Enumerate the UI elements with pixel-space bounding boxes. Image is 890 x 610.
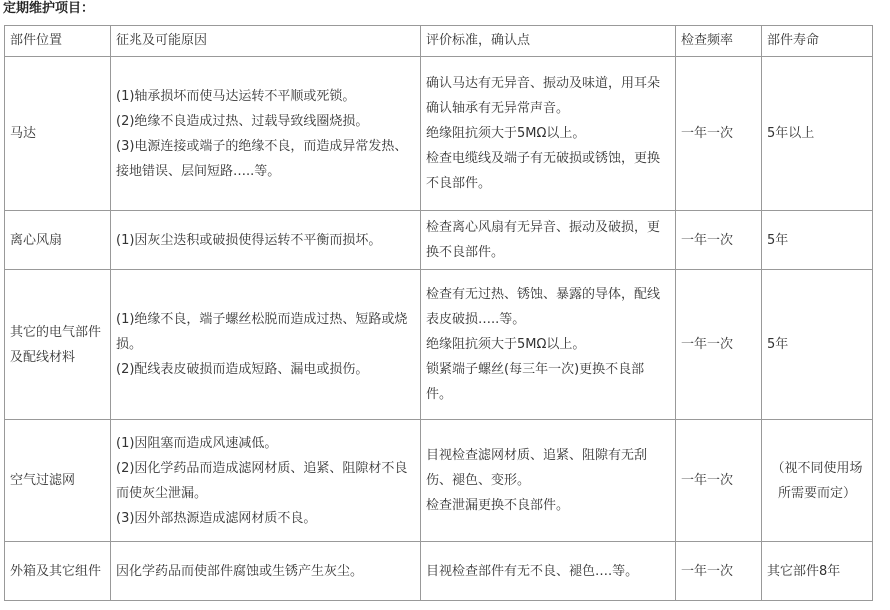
cell-text: 目视检查滤网材质、追紧、阻隙有无刮伤、褪色、变形。	[426, 448, 648, 488]
cell-text: (1)绝缘不良，端子螺丝松脱而造成过热、短路或烧损。	[116, 312, 408, 352]
cell-text: （视不同使用场所需要而定）	[771, 460, 863, 501]
table-row	[5, 270, 873, 420]
cell-text: (1)因灰尘迭积或破损使得运转不平衡而损坏。	[116, 232, 382, 248]
header-criteria: 评价标准，确认点	[421, 26, 676, 57]
cell-text: 确认马达有无异音、振动及味道，用耳朵确认轴承有无异常声音。	[426, 76, 661, 116]
header-frequency: 检查频率	[676, 26, 762, 57]
cell-part	[5, 211, 111, 270]
cell-criteria	[421, 542, 676, 601]
cell-text: 5年	[767, 232, 789, 248]
cell-text: (3)电源连接或端子的绝缘不良，而造成异常发热、接地错误、层间短路…..等。	[116, 138, 408, 179]
cell-frequency: 一年一次	[676, 542, 762, 601]
cell-text: (2)绝缘不良造成过热、过载导致线圈烧损。	[116, 113, 369, 129]
table-row	[5, 57, 873, 211]
cell-text: 检查有无过热、锈蚀、暴露的导体，配线表皮破损…..等。	[426, 287, 661, 327]
maintenance-table	[4, 25, 873, 601]
cell-part	[5, 542, 111, 601]
header-part-life: 部件寿命	[762, 26, 873, 57]
table-row	[5, 420, 873, 542]
table-header-row	[5, 26, 873, 57]
header-part-location: 部件位置	[5, 26, 111, 57]
cell-symptoms	[111, 270, 421, 420]
cell-text: 外箱及其它组件	[10, 563, 102, 579]
cell-text: 5年	[767, 337, 789, 352]
cell-frequency: 一年一次	[676, 57, 762, 211]
table-row	[5, 211, 873, 270]
cell-symptoms	[111, 57, 421, 211]
cell-frequency: 一年一次	[676, 211, 762, 270]
cell-text: 绝缘阻抗须大于5MΩ以上。	[426, 126, 586, 141]
cell-text: 马达	[10, 126, 37, 141]
cell-frequency: 一年一次	[676, 270, 762, 420]
cell-text: (2)配线表皮破损而造成短路、漏电或损伤。	[116, 362, 369, 377]
cell-symptoms	[111, 420, 421, 542]
cell-text: 离心风扇	[10, 232, 63, 248]
cell-text: 检查泄漏更换不良部件。	[426, 498, 570, 513]
cell-life	[762, 542, 873, 601]
cell-text: 检查电缆线及端子有无破损或锈蚀，更换不良部件。	[426, 151, 661, 191]
cell-criteria	[421, 270, 676, 420]
cell-text: 5年以上	[767, 126, 815, 141]
cell-life	[762, 57, 873, 211]
cell-part	[5, 420, 111, 542]
cell-text: 其它部件8年	[767, 563, 841, 579]
cell-text: (1)因阻塞而造成风速减低。	[116, 435, 278, 451]
cell-text: 目视检查部件有无不良、褪色….等。	[426, 563, 639, 579]
cell-life	[762, 270, 873, 420]
cell-text: (2)因化学药品而造成滤网材质、追紧、阻隙材不良而使灰尘泄漏。	[116, 460, 408, 501]
cell-symptoms	[111, 211, 421, 270]
cell-symptoms	[111, 542, 421, 601]
cell-life	[762, 211, 873, 270]
cell-part	[5, 270, 111, 420]
cell-text: 绝缘阻抗须大于5MΩ以上。	[426, 337, 586, 352]
cell-text: (3)因外部热源造成滤网材质不良。	[116, 510, 317, 526]
cell-part	[5, 57, 111, 211]
cell-criteria	[421, 420, 676, 542]
cell-criteria	[421, 57, 676, 211]
cell-text: 因化学药品而使部件腐蚀或生锈产生灰尘。	[116, 563, 364, 579]
cell-text: 空气过滤网	[10, 473, 76, 488]
cell-text: 检查离心风扇有无异音、振动及破损，更换不良部件。	[426, 220, 661, 260]
page-title: 定期维护项目：	[3, 1, 95, 16]
cell-life	[762, 420, 873, 542]
cell-text: (1)轴承损坏而使马达运转不平顺或死锁。	[116, 88, 356, 104]
header-symptoms: 征兆及可能原因	[111, 26, 421, 57]
cell-text: 锁紧端子螺丝(每三年一次)更换不良部件。	[426, 362, 645, 402]
cell-frequency: 一年一次	[676, 420, 762, 542]
table-row	[5, 542, 873, 601]
cell-text: 其它的电气部件及配线材料	[10, 324, 102, 365]
cell-criteria	[421, 211, 676, 270]
